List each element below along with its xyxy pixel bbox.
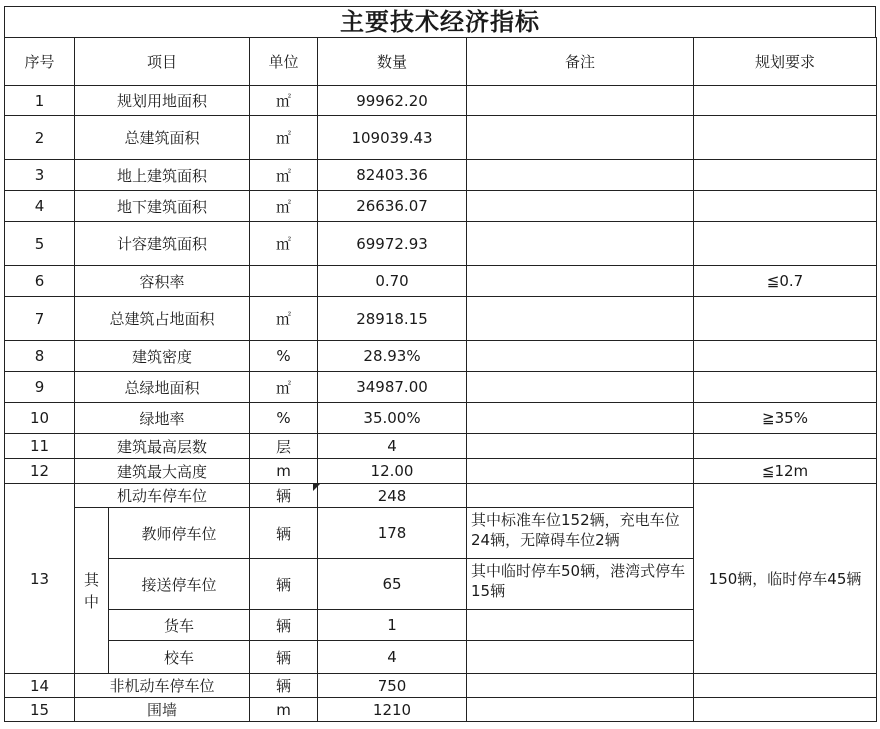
row-note [467, 160, 694, 191]
parking-sub-unit: 辆 [250, 641, 318, 674]
sheet-title: 主要技术经济指标 [4, 6, 876, 37]
row-note [467, 297, 694, 341]
table-row [5, 341, 877, 372]
row-unit: m [250, 459, 318, 484]
header-no: 序号 [5, 38, 75, 86]
table-row [5, 372, 877, 403]
row-qty: 0.70 [318, 266, 467, 297]
row-note [467, 116, 694, 160]
row-item: 建筑最大高度 [75, 459, 250, 484]
parking-unit: 辆 [250, 484, 318, 508]
parking-sub-item: 货车 [109, 610, 250, 641]
row-req [694, 222, 877, 266]
row-unit: ㎡ [250, 191, 318, 222]
row-item: 总绿地面积 [75, 372, 250, 403]
row-qty: 1210 [318, 698, 467, 722]
row-req: ≦0.7 [694, 266, 877, 297]
row-unit: ㎡ [250, 297, 318, 341]
table-row [5, 297, 877, 341]
row-note [467, 86, 694, 116]
row-item: 建筑密度 [75, 341, 250, 372]
parking-sub-note: 其中临时停车50辆，港湾式停车15辆 [467, 559, 694, 610]
parking-sub-unit: 辆 [250, 610, 318, 641]
row-unit: % [250, 341, 318, 372]
table-row [5, 698, 877, 722]
row-req [694, 116, 877, 160]
row-item: 容积率 [75, 266, 250, 297]
row-no: 1 [5, 86, 75, 116]
table-row [5, 403, 877, 434]
indicator-table [4, 37, 877, 722]
row-no: 10 [5, 403, 75, 434]
row-qty: 26636.07 [318, 191, 467, 222]
parking-sub-note [467, 610, 694, 641]
row-note [467, 372, 694, 403]
row-qty: 99962.20 [318, 86, 467, 116]
row-note [467, 698, 694, 722]
cell-comment-marker [313, 484, 320, 491]
row-req [694, 434, 877, 459]
row-item: 计容建筑面积 [75, 222, 250, 266]
parking-sub-item: 接送停车位 [109, 559, 250, 610]
table-row [5, 222, 877, 266]
row-no: 2 [5, 116, 75, 160]
row-note [467, 674, 694, 698]
parking-row [5, 484, 877, 508]
row-unit: ㎡ [250, 372, 318, 403]
row-no: 12 [5, 459, 75, 484]
row-qty: 12.00 [318, 459, 467, 484]
parking-sub-qty: 65 [318, 559, 467, 610]
row-req [694, 698, 877, 722]
row-qty: 4 [318, 434, 467, 459]
row-unit [250, 266, 318, 297]
row-req [694, 160, 877, 191]
table-row [5, 459, 877, 484]
row-unit: m [250, 698, 318, 722]
row-note [467, 341, 694, 372]
row-item: 建筑最高层数 [75, 434, 250, 459]
row-qty: 28918.15 [318, 297, 467, 341]
row-unit: % [250, 403, 318, 434]
parking-sub-label [75, 508, 109, 674]
row-qty: 750 [318, 674, 467, 698]
row-unit: 辆 [250, 674, 318, 698]
row-note [467, 266, 694, 297]
row-item: 总建筑面积 [75, 116, 250, 160]
parking-req: 150辆，临时停车45辆 [694, 484, 877, 674]
row-unit: 层 [250, 434, 318, 459]
indicator-sheet [4, 6, 876, 722]
parking-qty: 248 [318, 484, 467, 508]
row-qty: 69972.93 [318, 222, 467, 266]
row-no: 7 [5, 297, 75, 341]
row-item: 规划用地面积 [75, 86, 250, 116]
header-unit: 单位 [250, 38, 318, 86]
parking-sub-qty: 4 [318, 641, 467, 674]
table-row [5, 674, 877, 698]
parking-sub-unit: 辆 [250, 508, 318, 559]
row-qty: 35.00% [318, 403, 467, 434]
row-no: 6 [5, 266, 75, 297]
header-qty: 数量 [318, 38, 467, 86]
header-req: 规划要求 [694, 38, 877, 86]
parking-sub-note [467, 641, 694, 674]
header-note: 备注 [467, 38, 694, 86]
row-note [467, 222, 694, 266]
row-qty: 28.93% [318, 341, 467, 372]
parking-note [467, 484, 694, 508]
row-unit: ㎡ [250, 86, 318, 116]
row-req [694, 341, 877, 372]
row-req [694, 191, 877, 222]
row-item: 总建筑占地面积 [75, 297, 250, 341]
row-unit: ㎡ [250, 160, 318, 191]
row-item: 非机动车停车位 [75, 674, 250, 698]
header-row [5, 38, 877, 86]
row-unit: ㎡ [250, 222, 318, 266]
row-no: 11 [5, 434, 75, 459]
row-no: 5 [5, 222, 75, 266]
header-item: 项目 [75, 38, 250, 86]
table-row [5, 116, 877, 160]
row-req [694, 372, 877, 403]
row-no: 8 [5, 341, 75, 372]
row-req: ≦12m [694, 459, 877, 484]
row-no: 14 [5, 674, 75, 698]
parking-sub-unit: 辆 [250, 559, 318, 610]
row-note [467, 459, 694, 484]
row-item: 围墙 [75, 698, 250, 722]
row-no: 3 [5, 160, 75, 191]
row-note [467, 403, 694, 434]
parking-sub-qty: 1 [318, 610, 467, 641]
row-req [694, 86, 877, 116]
parking-sub-item: 校车 [109, 641, 250, 674]
table-row [5, 191, 877, 222]
table-row [5, 434, 877, 459]
row-req: ≧35% [694, 403, 877, 434]
row-qty: 109039.43 [318, 116, 467, 160]
row-item: 绿地率 [75, 403, 250, 434]
parking-item: 机动车停车位 [75, 484, 250, 508]
row-req [694, 674, 877, 698]
parking-sub-note: 其中标准车位152辆，充电车位24辆，无障碍车位2辆 [467, 508, 694, 559]
parking-sub-item: 教师停车位 [109, 508, 250, 559]
row-note [467, 434, 694, 459]
row-no: 4 [5, 191, 75, 222]
row-no: 15 [5, 698, 75, 722]
table-row [5, 160, 877, 191]
parking-sub-qty: 178 [318, 508, 467, 559]
row-req [694, 297, 877, 341]
table-row [5, 86, 877, 116]
table-row [5, 266, 877, 297]
row-qty: 82403.36 [318, 160, 467, 191]
row-item: 地上建筑面积 [75, 160, 250, 191]
row-unit: ㎡ [250, 116, 318, 160]
row-note [467, 191, 694, 222]
parking-no: 13 [5, 484, 75, 674]
parking-sub-label-text: 其中 [84, 570, 100, 611]
row-item: 地下建筑面积 [75, 191, 250, 222]
row-no: 9 [5, 372, 75, 403]
row-qty: 34987.00 [318, 372, 467, 403]
